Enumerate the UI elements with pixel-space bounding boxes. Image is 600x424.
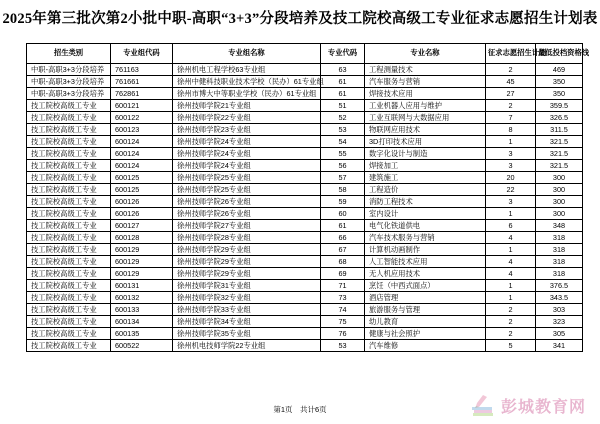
cell-group-code: 600124	[111, 160, 173, 172]
cell-plan: 45	[486, 76, 536, 88]
cell-group-code: 600123	[111, 124, 173, 136]
table-header	[27, 44, 590, 64]
cell-category: 技工院校高级工专业	[27, 328, 111, 340]
cell-plan: 2	[486, 64, 536, 76]
cell-group-name: 徐州技师学院29专业组	[173, 268, 321, 280]
header-category: 招生类别	[27, 44, 111, 64]
cell-min-score: 321.5	[536, 160, 583, 172]
cell-group-code: 600133	[111, 304, 173, 316]
cell-group-code: 600125	[111, 184, 173, 196]
table-row	[27, 172, 583, 184]
cell-plan: 27	[486, 88, 536, 100]
cell-min-score: 318	[536, 244, 583, 256]
cell-major-name: 汽车技术服务与营销	[365, 232, 486, 244]
cell-major-code: 67	[321, 244, 365, 256]
cell-group-name: 徐州中健科技职业技术学校（民办）61专业组	[173, 76, 321, 88]
cell-category: 技工院校高级工专业	[27, 220, 111, 232]
cell-group-name: 徐州技师学院22专业组	[173, 112, 321, 124]
cell-group-name: 徐州机电工程学校63专业组	[173, 64, 321, 76]
cell-plan: 1	[486, 136, 536, 148]
cell-plan: 3	[486, 148, 536, 160]
cell-min-score: 321.5	[536, 148, 583, 160]
header-group-name: 专业组名称	[173, 44, 321, 64]
cell-category: 技工院校高级工专业	[27, 232, 111, 244]
table-row	[27, 316, 583, 328]
table-row	[27, 76, 583, 88]
cell-group-code: 600125	[111, 172, 173, 184]
cell-major-code: 61	[321, 88, 365, 100]
cell-group-code: 600124	[111, 148, 173, 160]
cell-plan: 5	[486, 340, 536, 352]
table-row	[27, 136, 583, 148]
header-major-name: 专业名称	[365, 44, 486, 64]
cell-major-code: 76	[321, 328, 365, 340]
cell-min-score: 343.5	[536, 292, 583, 304]
cell-plan: 6	[486, 220, 536, 232]
cell-min-score: 348	[536, 220, 583, 232]
cell-plan: 1	[486, 244, 536, 256]
cell-major-code: 60	[321, 208, 365, 220]
cell-group-code: 761163	[111, 64, 173, 76]
table-row	[27, 124, 583, 136]
cell-group-code: 600126	[111, 196, 173, 208]
cell-group-name: 徐州技师学院21专业组	[173, 100, 321, 112]
cell-min-score: 341	[536, 340, 583, 352]
cell-min-score: 376.5	[536, 280, 583, 292]
cell-major-code: 52	[321, 112, 365, 124]
cell-category: 技工院校高级工专业	[27, 148, 111, 160]
cell-min-score: 323	[536, 316, 583, 328]
table-row	[27, 292, 583, 304]
cell-group-code: 600129	[111, 244, 173, 256]
cell-major-name: 烹饪（中西式面点）	[365, 280, 486, 292]
cell-category: 中职-高职3+3分段培养	[27, 76, 111, 88]
table-row	[27, 112, 583, 124]
table-row	[27, 148, 583, 160]
cell-major-name: 焊接技术应用	[365, 88, 486, 100]
cell-min-score: 326.5	[536, 112, 583, 124]
cell-category: 技工院校高级工专业	[27, 292, 111, 304]
cell-group-name: 徐州技师学院25专业组	[173, 184, 321, 196]
cell-min-score: 350	[536, 76, 583, 88]
cell-plan: 4	[486, 232, 536, 244]
cell-category: 技工院校高级工专业	[27, 196, 111, 208]
cell-plan: 3	[486, 160, 536, 172]
table-row	[27, 64, 583, 76]
cell-major-name: 建筑施工	[365, 172, 486, 184]
cell-major-code: 55	[321, 148, 365, 160]
cell-min-score: 469	[536, 64, 583, 76]
cell-category: 技工院校高级工专业	[27, 160, 111, 172]
cell-major-code: 53	[321, 340, 365, 352]
cell-major-code: 53	[321, 124, 365, 136]
cell-major-code: 61	[321, 220, 365, 232]
cell-major-code: 59	[321, 196, 365, 208]
cell-group-name: 徐州技师学院26专业组	[173, 208, 321, 220]
cell-major-code: 66	[321, 232, 365, 244]
cell-group-code: 600135	[111, 328, 173, 340]
cell-category: 技工院校高级工专业	[27, 208, 111, 220]
page-footer: 第1页 共计6页	[273, 405, 327, 414]
table-row	[27, 208, 583, 220]
cell-group-name: 徐州技师学院32专业组	[173, 292, 321, 304]
cell-group-name: 徐州技师学院29专业组	[173, 244, 321, 256]
cell-major-name: 焊接加工	[365, 160, 486, 172]
cell-major-name: 工业机器人应用与维护	[365, 100, 486, 112]
cell-plan: 4	[486, 256, 536, 268]
cell-min-score: 300	[536, 196, 583, 208]
header-major-code: 专业代码	[321, 44, 365, 64]
cell-major-name: 工程造价	[365, 184, 486, 196]
cell-major-name: 工业互联网与大数据应用	[365, 112, 486, 124]
header-min-score: 最低投档资格线	[536, 44, 583, 64]
cell-min-score: 359.5	[536, 100, 583, 112]
cell-major-name: 幼儿教育	[365, 316, 486, 328]
cell-group-name: 徐州技师学院24专业组	[173, 160, 321, 172]
cell-category: 技工院校高级工专业	[27, 112, 111, 124]
cell-plan: 2	[486, 304, 536, 316]
cell-group-code: 600131	[111, 280, 173, 292]
cell-category: 技工院校高级工专业	[27, 184, 111, 196]
cell-major-name: 计算机动画制作	[365, 244, 486, 256]
cell-group-code: 600121	[111, 100, 173, 112]
cell-plan: 7	[486, 112, 536, 124]
cell-group-code: 761661	[111, 76, 173, 88]
cell-group-code: 600122	[111, 112, 173, 124]
cell-major-name: 消防工程技术	[365, 196, 486, 208]
cell-group-code: 600129	[111, 256, 173, 268]
cell-group-name: 徐州技师学院23专业组	[173, 124, 321, 136]
cell-major-code: 71	[321, 280, 365, 292]
cell-major-code: 69	[321, 268, 365, 280]
pencil-books-icon	[469, 393, 497, 417]
cell-group-name: 徐州技师学院27专业组	[173, 220, 321, 232]
cell-major-name: 旅游服务与管理	[365, 304, 486, 316]
cell-category: 中职-高职3+3分段培养	[27, 64, 111, 76]
cell-major-name: 电气化铁道供电	[365, 220, 486, 232]
table-row	[27, 88, 583, 100]
table-row	[27, 304, 583, 316]
cell-group-name: 徐州技师学院24专业组	[173, 148, 321, 160]
cell-group-code: 600128	[111, 232, 173, 244]
cell-min-score: 300	[536, 172, 583, 184]
cell-major-name: 工程测量技术	[365, 64, 486, 76]
cell-major-name: 健康与社会照护	[365, 328, 486, 340]
cell-plan: 2	[486, 328, 536, 340]
cell-category: 技工院校高级工专业	[27, 244, 111, 256]
cell-category: 技工院校高级工专业	[27, 280, 111, 292]
cell-major-name: 物联网应用技术	[365, 124, 486, 136]
cell-min-score: 318	[536, 232, 583, 244]
table-row	[27, 268, 583, 280]
cell-group-name: 徐州技师学院29专业组	[173, 256, 321, 268]
cell-group-code: 600134	[111, 316, 173, 328]
table-row	[27, 232, 583, 244]
cell-group-name: 徐州技师学院28专业组	[173, 232, 321, 244]
cell-major-code: 54	[321, 136, 365, 148]
cell-major-code: 74	[321, 304, 365, 316]
table-row	[27, 100, 583, 112]
cell-major-code: 57	[321, 172, 365, 184]
cell-group-code: 600129	[111, 268, 173, 280]
cell-major-name: 汽车维修	[365, 340, 486, 352]
cell-min-score: 311.5	[536, 124, 583, 136]
cell-group-code: 600132	[111, 292, 173, 304]
cell-plan: 2	[486, 100, 536, 112]
cell-category: 技工院校高级工专业	[27, 268, 111, 280]
cell-major-code: 75	[321, 316, 365, 328]
cell-min-score: 305	[536, 328, 583, 340]
cell-min-score: 300	[536, 184, 583, 196]
cell-major-name: 酒店管理	[365, 292, 486, 304]
header-row	[27, 44, 583, 64]
cell-category: 技工院校高级工专业	[27, 136, 111, 148]
cell-group-name: 徐州技师学院34专业组	[173, 316, 321, 328]
cell-plan: 2	[486, 316, 536, 328]
cell-plan: 4	[486, 268, 536, 280]
cell-major-code: 63	[321, 64, 365, 76]
cell-major-name: 无人机应用技术	[365, 268, 486, 280]
cell-group-name: 徐州技师学院31专业组	[173, 280, 321, 292]
cell-plan: 20	[486, 172, 536, 184]
cell-min-score: 318	[536, 268, 583, 280]
cell-plan: 22	[486, 184, 536, 196]
table-row	[27, 220, 583, 232]
table-row	[27, 244, 583, 256]
cell-category: 技工院校高级工专业	[27, 304, 111, 316]
cell-group-code: 762861	[111, 88, 173, 100]
cell-group-name: 徐州技师学院35专业组	[173, 328, 321, 340]
cell-category: 技工院校高级工专业	[27, 172, 111, 184]
cell-major-code: 56	[321, 160, 365, 172]
cell-major-code: 73	[321, 292, 365, 304]
cell-category: 技工院校高级工专业	[27, 124, 111, 136]
cell-group-name: 徐州技师学院33专业组	[173, 304, 321, 316]
cell-plan: 3	[486, 196, 536, 208]
cell-group-name: 徐州机电技师学院22专业组	[173, 340, 321, 352]
table-row	[27, 160, 583, 172]
cell-category: 中职-高职3+3分段培养	[27, 88, 111, 100]
table-row	[27, 184, 583, 196]
cell-group-code: 600522	[111, 340, 173, 352]
table-body	[27, 64, 583, 352]
cell-major-name: 室内设计	[365, 208, 486, 220]
cell-group-code: 600127	[111, 220, 173, 232]
watermark-text: 彭城教育网	[500, 396, 586, 416]
cell-major-name: 数字化设计与制造	[365, 148, 486, 160]
cell-min-score: 350	[536, 88, 583, 100]
cell-major-code: 51	[321, 100, 365, 112]
cell-plan: 1	[486, 292, 536, 304]
cell-plan: 1	[486, 208, 536, 220]
cell-major-name: 人工智能技术应用	[365, 256, 486, 268]
cell-plan: 8	[486, 124, 536, 136]
header-plan: 征求志愿招生计划	[486, 44, 536, 64]
cell-group-name: 徐州技师学院24专业组	[173, 136, 321, 148]
table-row	[27, 280, 583, 292]
cell-category: 技工院校高级工专业	[27, 256, 111, 268]
table-row	[27, 256, 583, 268]
table-row	[27, 328, 583, 340]
cell-category: 技工院校高级工专业	[27, 316, 111, 328]
table-row	[27, 196, 583, 208]
cell-major-name: 汽车服务与营销	[365, 76, 486, 88]
watermark	[469, 392, 586, 418]
cell-min-score: 318	[536, 256, 583, 268]
cell-major-name: 3D打印技术应用	[365, 136, 486, 148]
cell-group-name: 徐州技师学院25专业组	[173, 172, 321, 184]
cell-category: 技工院校高级工专业	[27, 100, 111, 112]
cell-group-name: 徐州技师学院26专业组	[173, 196, 321, 208]
cell-group-code: 600126	[111, 208, 173, 220]
header-group-code: 专业组代码	[111, 44, 173, 64]
cell-major-code: 58	[321, 184, 365, 196]
cell-category: 技工院校高级工专业	[27, 340, 111, 352]
cell-major-code: 68	[321, 256, 365, 268]
cell-group-code: 600124	[111, 136, 173, 148]
cell-min-score: 300	[536, 208, 583, 220]
cell-group-name: 徐州市博大中等职业学校（民办）61专业组	[173, 88, 321, 100]
enrollment-table	[26, 43, 590, 352]
table-row	[27, 340, 583, 352]
cell-min-score: 303	[536, 304, 583, 316]
cell-plan: 1	[486, 280, 536, 292]
cell-major-code: 61	[321, 76, 365, 88]
cell-min-score: 321.5	[536, 136, 583, 148]
page-title: 2025年第三批次第2小批中职-高职“3+3”分段培养及技工院校高级工专业征求志愿招生计划表	[2, 11, 598, 27]
